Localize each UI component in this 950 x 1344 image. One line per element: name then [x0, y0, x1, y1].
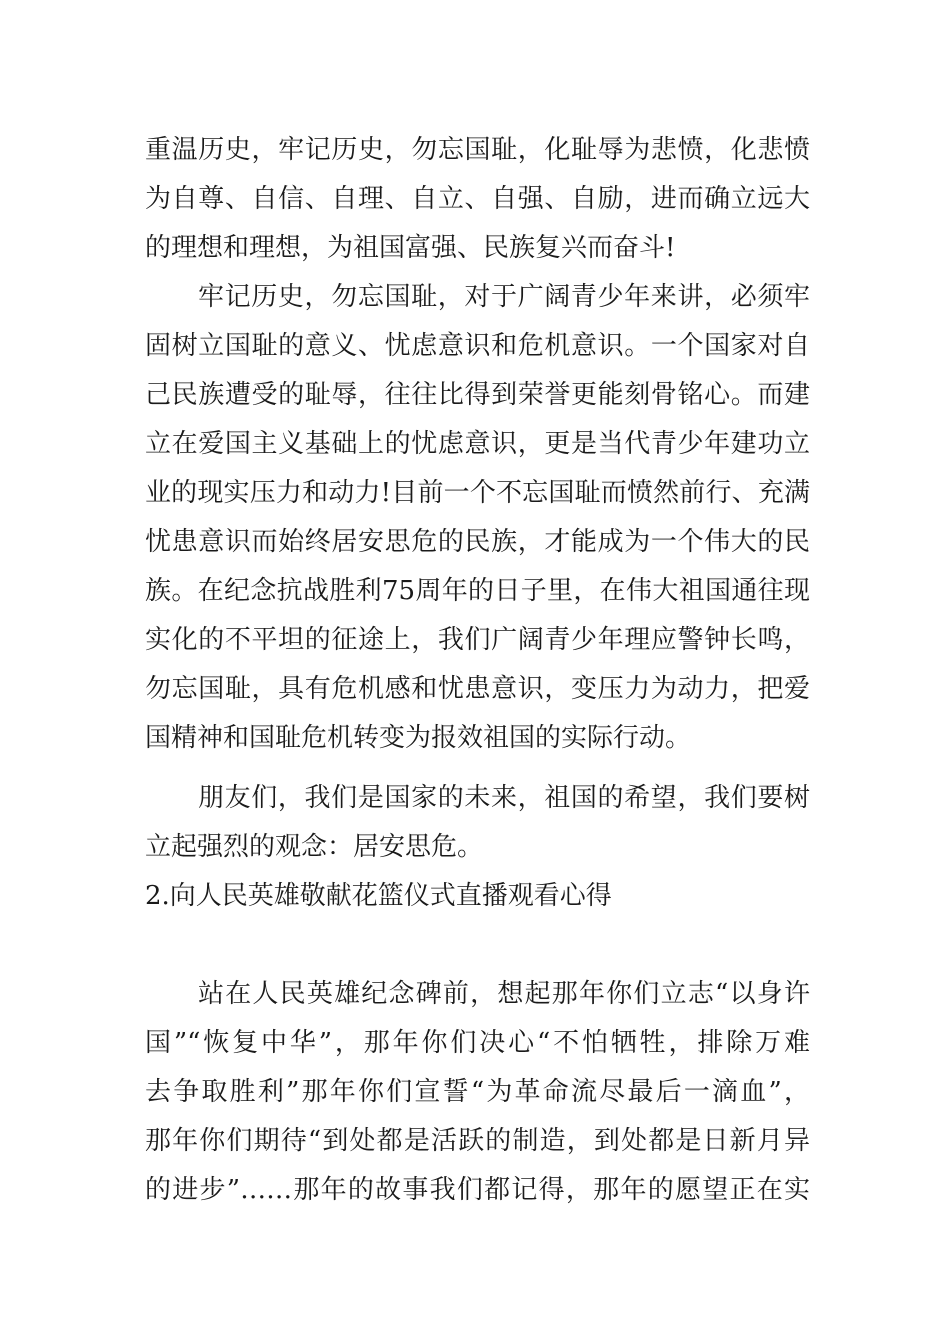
section-title: 2.向人民英雄敬献花篮仪式直播观看心得	[145, 881, 612, 911]
text-line: 实化的不平坦的征途上，我们广阔青少年理应警钟长鸣，	[145, 625, 810, 655]
text-line: 立起强烈的观念：居安思危。	[145, 832, 484, 862]
text-line: 己民族遭受的耻辱，往往比得到荣誉更能刻骨铭心。而建	[145, 380, 810, 410]
text-line: 的理想和理想，为祖国富强、民族复兴而奋斗!	[145, 233, 676, 263]
text-line: 忧患意识而始终居安思危的民族，才能成为一个伟大的民	[145, 527, 810, 557]
text-line: 国”“恢复中华”，那年你们决心“不怕牺牲，排除万难	[145, 1028, 810, 1058]
text-line: 业的现实压力和动力!目前一个不忘国耻而愤然前行、充满	[145, 478, 810, 508]
text-line: 国精神和国耻危机转变为报效祖国的实际行动。	[145, 723, 692, 753]
text-line: 牢记历史，勿忘国耻，对于广阔青少年来讲，必须牢	[198, 282, 810, 312]
text-line: 的进步”……那年的故事我们都记得，那年的愿望正在实	[145, 1175, 810, 1205]
text-line: 重温历史，牢记历史，勿忘国耻，化耻辱为悲愤，化悲愤	[145, 135, 810, 165]
text-line: 立在爱国主义基础上的忧虑意识，更是当代青少年建功立	[145, 429, 810, 459]
text-line: 那年你们期待“到处都是活跃的制造，到处都是日新月异	[145, 1126, 810, 1156]
text-line: 站在人民英雄纪念碑前，想起那年你们立志“以身许	[198, 979, 810, 1009]
text-line: 固树立国耻的意义、忧虑意识和危机意识。一个国家对自	[145, 331, 810, 361]
text-line: 族。在纪念抗战胜利75周年的日子里，在伟大祖国通往现	[145, 576, 810, 606]
text-line: 朋友们，我们是国家的未来，祖国的希望，我们要树	[198, 783, 810, 813]
text-line: 勿忘国耻，具有危机感和忧患意识，变压力为动力，把爱	[145, 674, 810, 704]
text-line: 去争取胜利”那年你们宣誓“为革命流尽最后一滴血”，	[145, 1077, 810, 1107]
text-line: 为自尊、自信、自理、自立、自强、自励，进而确立远大	[145, 184, 810, 214]
